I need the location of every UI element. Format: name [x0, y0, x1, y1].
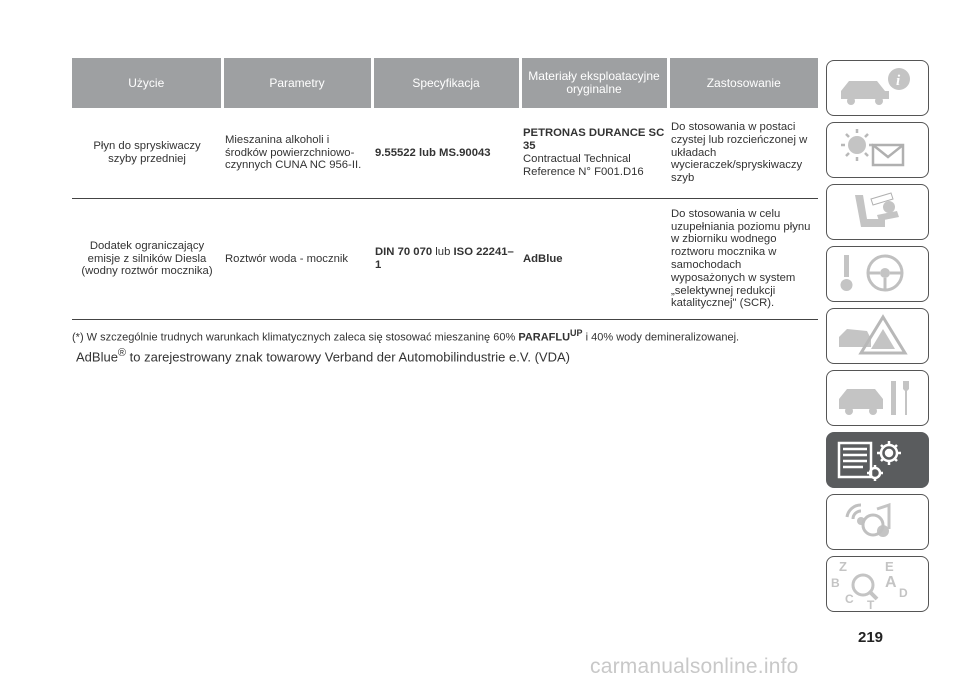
tab-emergency[interactable] [826, 308, 929, 364]
svg-text:C: C [845, 592, 854, 606]
svg-text:E: E [885, 559, 894, 574]
tab-starting-driving[interactable] [826, 246, 929, 302]
footnote-brand: PARAFLU [518, 331, 571, 344]
cell-application: Do stosowania w celu uzupełniania poziomu płynu w zbiorniku wodnego roztworu mocznika w samochodach wyposażonych w system „selektywnej redukcji katalitycznej" (SCR). [668, 199, 818, 320]
svg-text:B: B [831, 576, 840, 590]
trademark-name: AdBlue [76, 349, 118, 365]
svg-text:T: T [867, 598, 875, 610]
table-header-row [72, 58, 818, 108]
header-materials: Materiały eksploatacyjne oryginalne [520, 58, 668, 108]
spec-din: DIN 70 070 [375, 246, 433, 259]
usage-text: Płyn do spryskiwaczy szyby przedniej [93, 140, 201, 165]
svg-text:i: i [896, 73, 901, 89]
tab-safety[interactable] [826, 184, 929, 240]
header-specification: Specyfikacja [372, 58, 520, 108]
header-application: Zastosowanie [668, 58, 818, 108]
cell-material: AdBlue [520, 199, 668, 320]
footnote-brand-sup: UP [570, 328, 583, 338]
footnote [72, 326, 822, 345]
tab-warning-lights[interactable] [826, 122, 929, 178]
cell-parameters: Mieszanina alkoholi i środków powierzchniowo-czynnych CUNA NC 956-II. [222, 108, 372, 199]
fluids-table [72, 58, 818, 320]
specs-gear-icon [827, 433, 927, 486]
cell-usage: Dodatek ograniczający emisje z silników Diesla (wodny roztwór mocznika) [72, 199, 222, 320]
trademark-note [76, 347, 570, 364]
cell-material [520, 108, 668, 199]
trademark-text: to zarejestrowany znak towarowy Verband der Automobilindustrie e.V. (VDA) [129, 349, 570, 365]
index-letters-icon [827, 557, 927, 610]
footnote-text: (*) W szczególnie trudnych warunkach klimatycznych zaleca się stosować mieszaninę 60% [72, 331, 516, 344]
watermark: carmanualsonline.info [590, 655, 799, 678]
svg-text:D: D [899, 586, 908, 600]
footnote-after: i 40% wody demineralizowanej. [585, 331, 740, 344]
spec-iso: ISO 22241–1 [375, 246, 514, 271]
trademark-symbol: ® [117, 347, 127, 359]
cell-specification: 9.55522 lub MS.90043 [372, 108, 520, 199]
cell-parameters: Roztwór woda - mocznik [222, 199, 372, 320]
table-row [72, 108, 818, 199]
tab-index[interactable] [826, 556, 929, 612]
car-info-icon [827, 61, 927, 114]
svg-text:A: A [885, 574, 897, 591]
tab-maintenance[interactable] [826, 370, 929, 426]
car-tools-icon [827, 371, 927, 424]
material-reference: Contractual Technical Reference N° F001.D16 [523, 153, 644, 178]
tab-multimedia[interactable] [826, 494, 929, 550]
table-row [72, 199, 818, 320]
key-steering-wheel-icon [827, 247, 927, 300]
cell-specification [372, 199, 520, 320]
multimedia-icon [827, 495, 927, 548]
warning-light-message-icon [827, 123, 927, 176]
seat-airbag-icon [827, 185, 927, 238]
spec-or: lub [435, 246, 451, 259]
header-usage: Użycie [72, 58, 222, 108]
tab-technical-specs[interactable] [826, 432, 929, 488]
header-parameters: Parametry [222, 58, 372, 108]
car-warning-triangle-icon [827, 309, 927, 362]
tab-car-info[interactable] [826, 60, 929, 116]
page-number: 219 [858, 629, 884, 646]
svg-text:Z: Z [839, 559, 847, 574]
cell-usage [72, 108, 222, 199]
material-name: PETRONAS DURANCE SC 35 [523, 127, 665, 153]
cell-application: Do stosowania w postaci czystej lub rozcieńczonej w układach wycieraczek/spryskiwaczy szyb [668, 108, 818, 199]
